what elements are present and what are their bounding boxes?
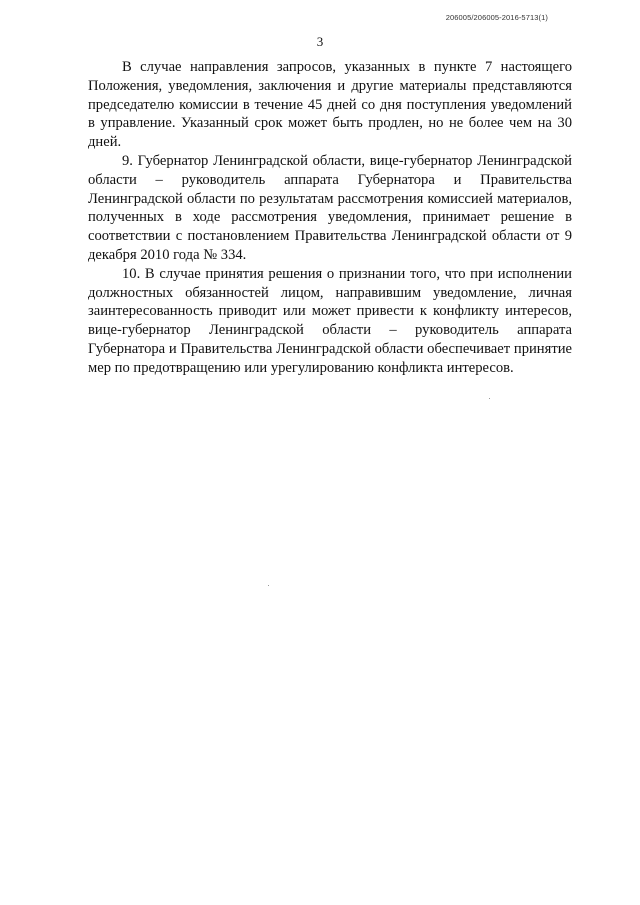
- document-id: 206005/206005-2016-5713(1): [445, 13, 548, 22]
- paragraph-10-conflict-measures: 10. В случае принятия решения о признании того, что при исполнении должностных обязанностей лицом, направившим уведомление, личная заинтересованность приводит или может привести к конфликту интересов, вице-губернатор Ленинградской области – руководитель аппарата Губернатора и Правительства Ленинградской области обеспечивает принятие мер по предотвращению или урегулированию конфликта интересов.: [88, 265, 572, 376]
- paragraph-submission-deadline: В случае направления запросов, указанных в пункте 7 настоящего Положения, уведомления, заключения и другие материалы представляются председателю комиссии в течение 45 дней со дня поступления уведомлений в управление. Указанный срок может быть продлен, но не более чем на 30 дней.: [88, 59, 572, 151]
- page-number: 3: [316, 34, 324, 49]
- document-body: [88, 58, 572, 378]
- paragraph-9-decision: 9. Губернатор Ленинградской области, вице-губернатор Ленинградской области – руководитель аппарата Губернатора и Правительства Ленинградской области по результатам рассмотрения комиссией материалов, полученных в ходе рассмотрения уведомления, принимает решение в соответствии с постановлением Правительства Ленинградской области от 9 декабря 2010 года № 334.: [88, 152, 572, 263]
- scan-speck: [268, 585, 269, 586]
- scan-speck: [489, 398, 490, 399]
